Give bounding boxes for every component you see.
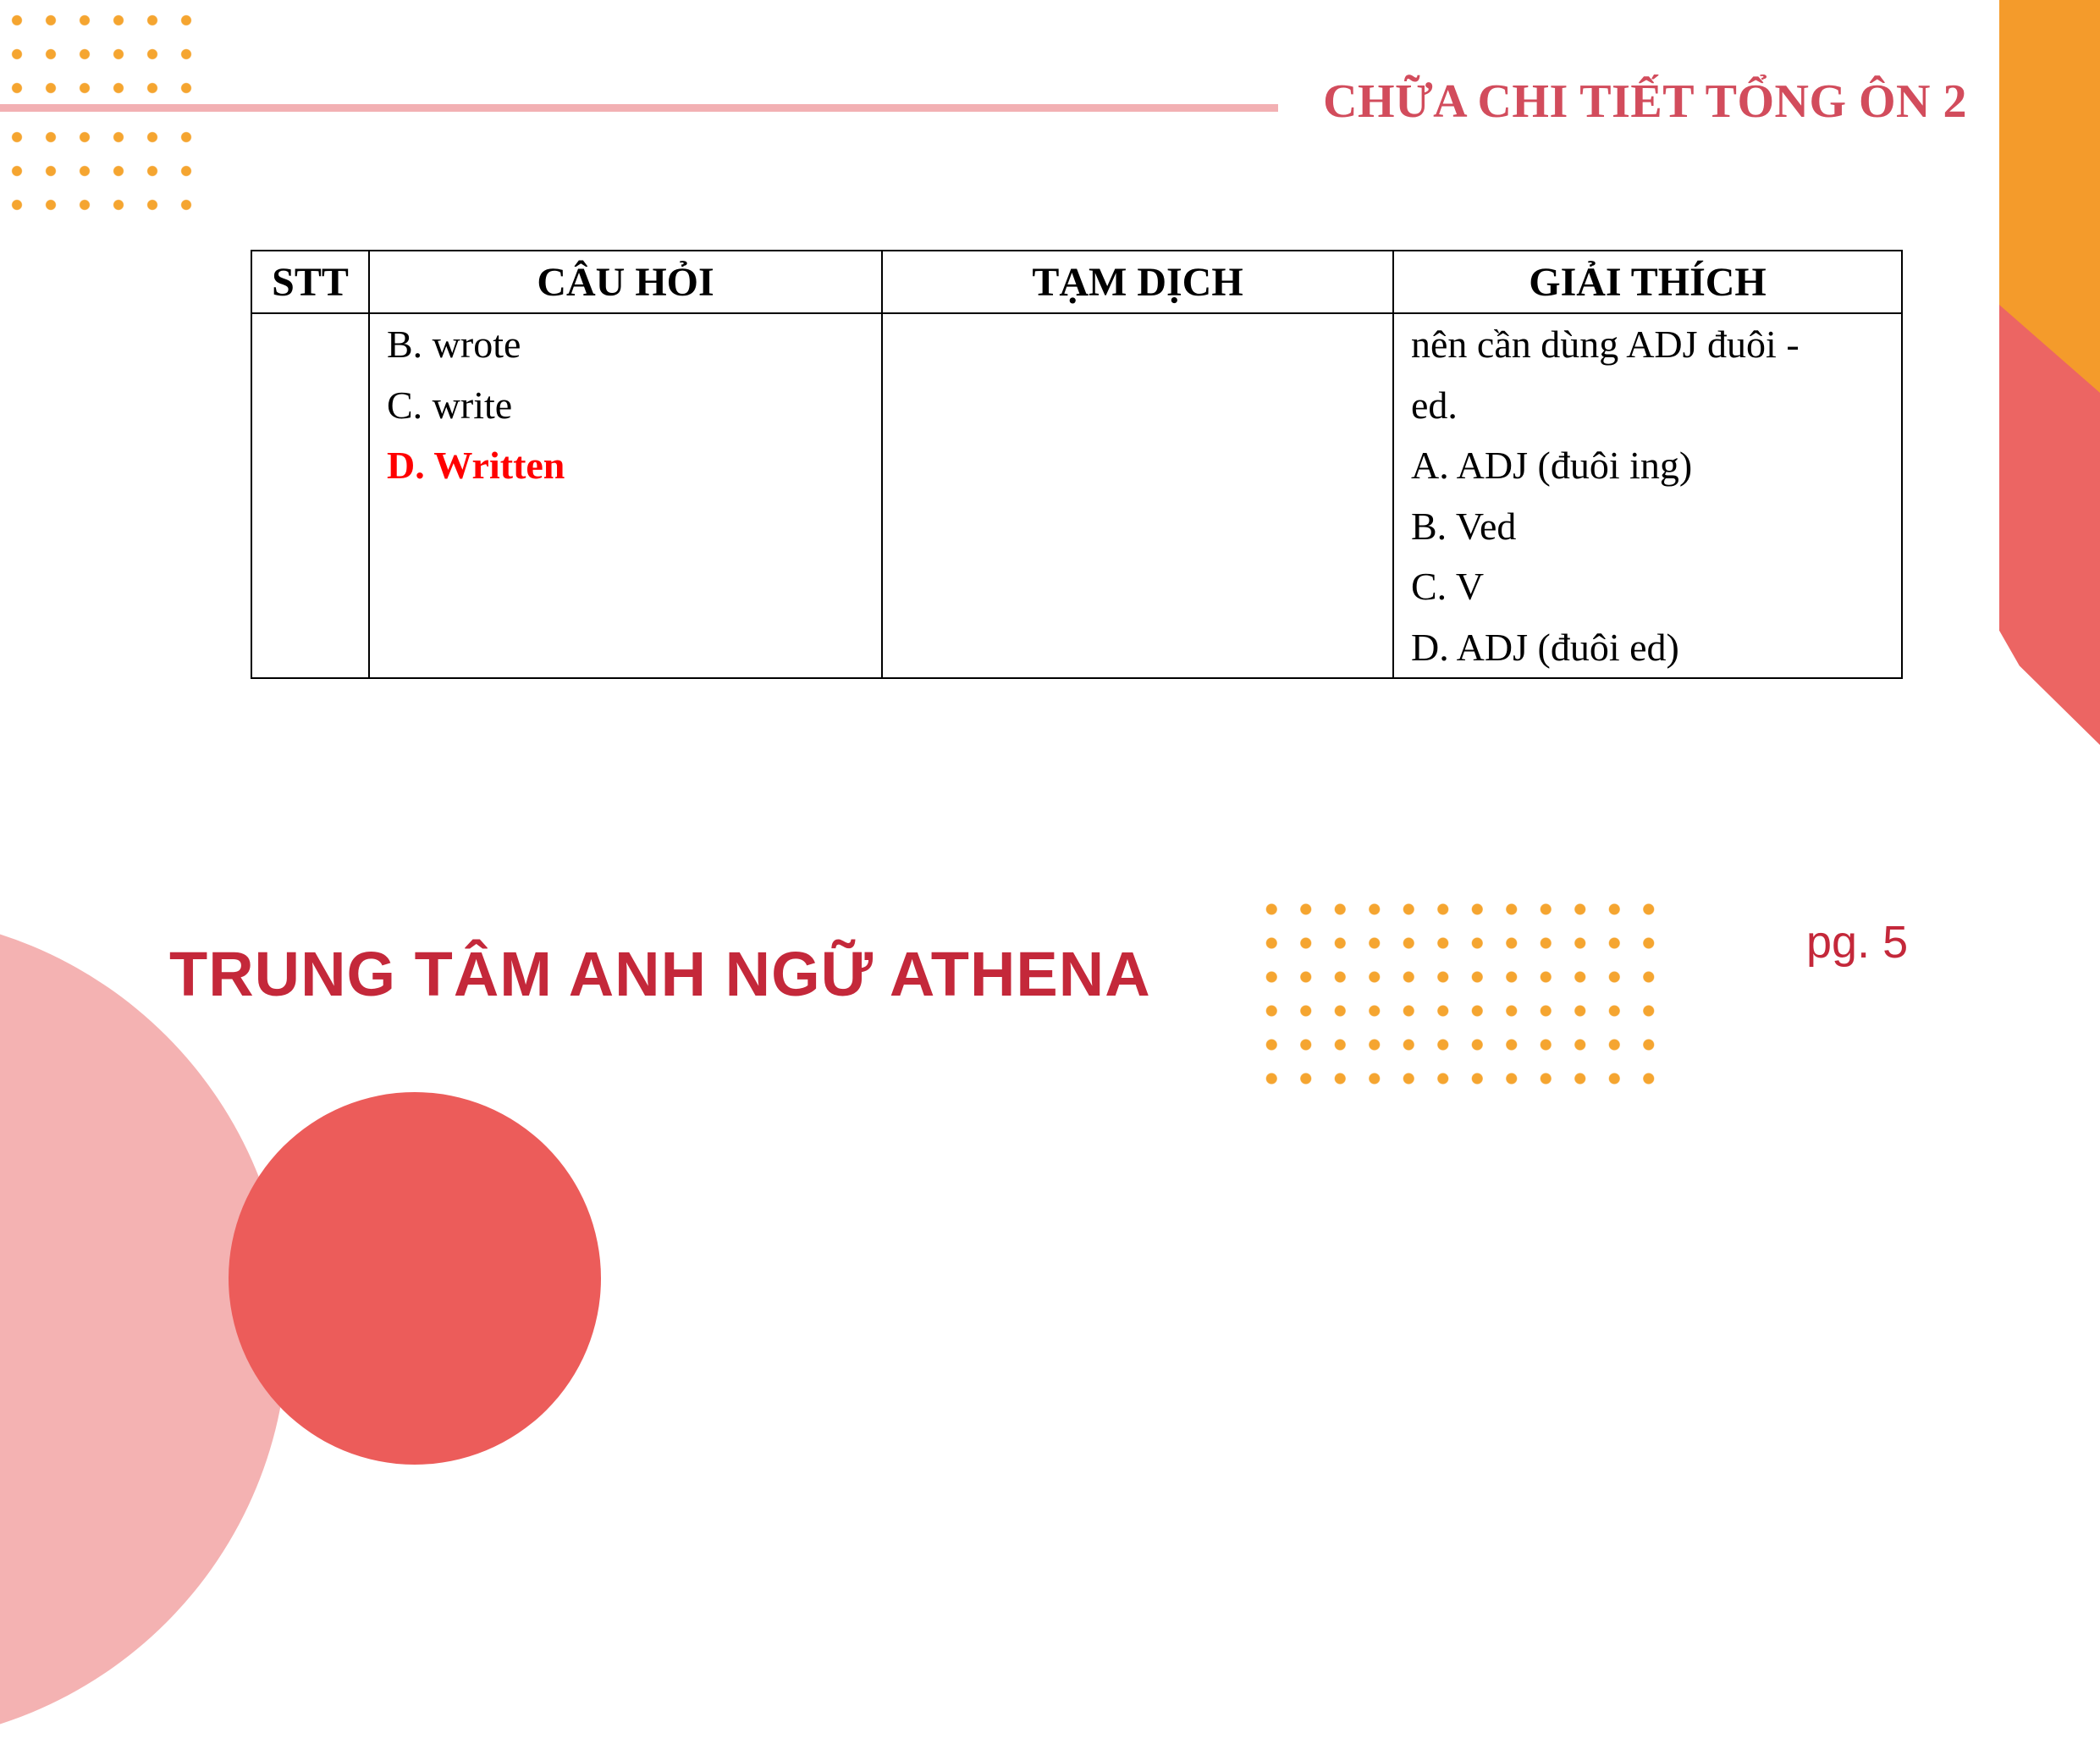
- cell-translation: [882, 313, 1393, 678]
- decorative-dot-grid-top: [0, 3, 203, 105]
- table-header-row: [251, 251, 1902, 313]
- slide-title: CHỮA CHI TIẾT TỔNG ÔN 2: [1323, 75, 1967, 128]
- cell-explanation: [1393, 313, 1902, 678]
- explanation-line: ed.: [1411, 383, 1458, 427]
- header-explanation: GIẢI THÍCH: [1393, 251, 1902, 313]
- header-question: CÂU HỎI: [369, 251, 882, 313]
- cell-stt: [251, 313, 369, 678]
- header-translation: TẠM DỊCH: [882, 251, 1393, 313]
- decorative-red-circle: [229, 1092, 601, 1465]
- option-b: B. wrote: [387, 323, 521, 366]
- explanation-line: C. V: [1411, 565, 1485, 608]
- option-c: C. write: [387, 383, 513, 427]
- explanation-line: B. Ved: [1411, 504, 1517, 548]
- decorative-dot-grid-bottom: [1254, 892, 1669, 1096]
- header-divider-line: [0, 104, 1278, 112]
- explanation-line: D. ADJ (đuôi ed): [1411, 625, 1679, 669]
- explanation-line: nên cần dùng ADJ đuôi -: [1411, 323, 1800, 366]
- table-row: [251, 313, 1902, 678]
- decorative-dot-grid-top-lower: [0, 120, 203, 222]
- answer-table: [251, 250, 1903, 679]
- cell-question: [369, 313, 882, 678]
- option-d-correct: D. Written: [387, 444, 565, 487]
- brand-name: TRUNG TÂM ANH NGỮ ATHENA: [169, 939, 1151, 1009]
- explanation-line: A. ADJ (đuôi ing): [1411, 444, 1693, 487]
- header-stt: STT: [251, 251, 369, 313]
- page-number: pg. 5: [1806, 917, 1909, 968]
